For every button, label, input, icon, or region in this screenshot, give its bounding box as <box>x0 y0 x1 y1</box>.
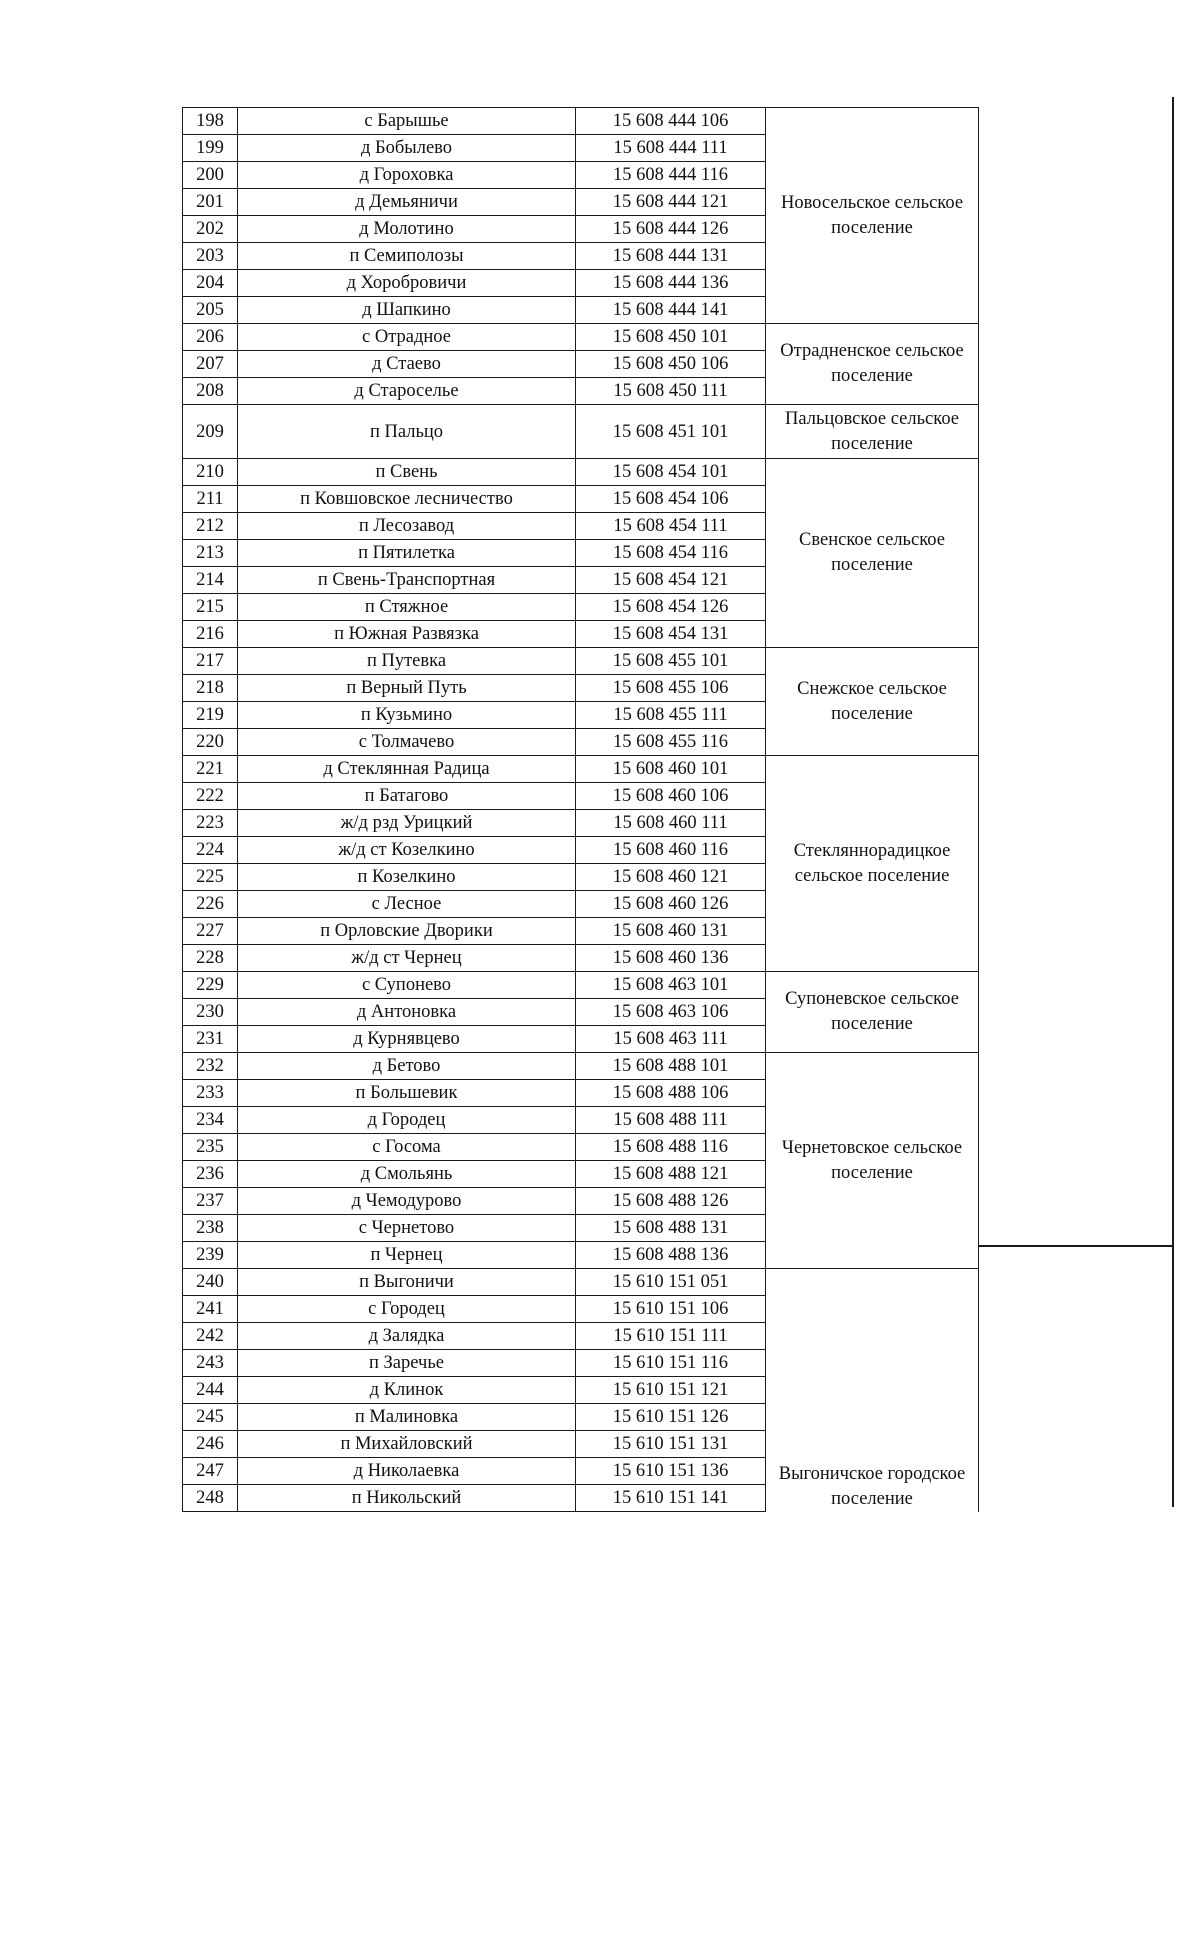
row-number: 223 <box>183 810 238 837</box>
oktmo-code: 15 608 444 131 <box>576 243 766 270</box>
settlement-name: п Большевик <box>238 1080 576 1107</box>
settlement-name: п Верный Путь <box>238 675 576 702</box>
table-row <box>183 1053 1174 1080</box>
oktmo-code: 15 608 450 101 <box>576 324 766 351</box>
oktmo-code: 15 610 151 121 <box>576 1377 766 1404</box>
settlement-name: п Лесозавод <box>238 513 576 540</box>
table-row <box>183 756 1174 783</box>
settlement-name: с Чернетово <box>238 1215 576 1242</box>
oktmo-code: 15 608 444 121 <box>576 189 766 216</box>
blank-column <box>979 648 1174 756</box>
settlement-name: п Семиполозы <box>238 243 576 270</box>
row-number: 224 <box>183 837 238 864</box>
settlement-name: п Свень-Транспортная <box>238 567 576 594</box>
settlement-name: с Супонево <box>238 972 576 999</box>
row-number: 225 <box>183 864 238 891</box>
row-number: 222 <box>183 783 238 810</box>
municipality-group: Снежское сельское поселение <box>766 648 979 756</box>
oktmo-code: 15 610 151 131 <box>576 1431 766 1458</box>
row-number: 218 <box>183 675 238 702</box>
oktmo-code: 15 608 488 126 <box>576 1188 766 1215</box>
municipality-group: Супоневское сельское поселение <box>766 972 979 1053</box>
settlement-name: д Демьяничи <box>238 189 576 216</box>
row-number: 206 <box>183 324 238 351</box>
row-number: 215 <box>183 594 238 621</box>
municipality-group: Стекляннорадицкое сельское поселение <box>766 756 979 972</box>
table-row <box>183 1269 1174 1296</box>
row-number: 213 <box>183 540 238 567</box>
row-number: 229 <box>183 972 238 999</box>
row-number: 201 <box>183 189 238 216</box>
settlements-table-body <box>183 108 1174 1512</box>
oktmo-code: 15 608 460 106 <box>576 783 766 810</box>
settlement-name: д Староселье <box>238 378 576 405</box>
oktmo-code: 15 610 151 051 <box>576 1269 766 1296</box>
row-number: 205 <box>183 297 238 324</box>
settlement-name: д Николаевка <box>238 1458 576 1485</box>
settlement-name: п Чернец <box>238 1242 576 1269</box>
municipality-group: Чернетовское сельское поселение <box>766 1053 979 1269</box>
oktmo-code: 15 608 454 126 <box>576 594 766 621</box>
oktmo-code: 15 608 488 106 <box>576 1080 766 1107</box>
settlement-name: п Южная Развязка <box>238 621 576 648</box>
oktmo-code: 15 608 444 116 <box>576 162 766 189</box>
row-number: 233 <box>183 1080 238 1107</box>
settlement-name: д Гороховка <box>238 162 576 189</box>
oktmo-code: 15 608 460 116 <box>576 837 766 864</box>
settlement-name: п Орловские Дворики <box>238 918 576 945</box>
row-number: 246 <box>183 1431 238 1458</box>
settlement-name: д Шапкино <box>238 297 576 324</box>
table-row <box>183 972 1174 999</box>
row-number: 220 <box>183 729 238 756</box>
settlement-name: ж/д ст Козелкино <box>238 837 576 864</box>
settlement-name: д Чемодурово <box>238 1188 576 1215</box>
row-number: 199 <box>183 135 238 162</box>
blank-column <box>979 1053 1174 1269</box>
table-row <box>183 648 1174 675</box>
settlements-table-wrapper <box>182 107 1174 1512</box>
oktmo-code: 15 608 488 111 <box>576 1107 766 1134</box>
oktmo-code: 15 610 151 126 <box>576 1404 766 1431</box>
settlement-name: п Пятилетка <box>238 540 576 567</box>
settlement-name: п Никольский <box>238 1485 576 1512</box>
oktmo-code: 15 608 454 131 <box>576 621 766 648</box>
row-number: 245 <box>183 1404 238 1431</box>
municipality-group: Выгоничское городское поселение <box>766 1269 979 1512</box>
oktmo-code: 15 610 151 141 <box>576 1485 766 1512</box>
oktmo-code: 15 608 450 111 <box>576 378 766 405</box>
row-number: 204 <box>183 270 238 297</box>
row-number: 208 <box>183 378 238 405</box>
settlement-name: д Залядка <box>238 1323 576 1350</box>
row-number: 242 <box>183 1323 238 1350</box>
settlements-table <box>182 107 1174 1512</box>
oktmo-code: 15 608 488 136 <box>576 1242 766 1269</box>
settlement-name: п Козелкино <box>238 864 576 891</box>
row-number: 237 <box>183 1188 238 1215</box>
row-number: 232 <box>183 1053 238 1080</box>
row-number: 241 <box>183 1296 238 1323</box>
oktmo-code: 15 608 444 106 <box>576 108 766 135</box>
oktmo-code: 15 608 460 101 <box>576 756 766 783</box>
settlement-name: п Путевка <box>238 648 576 675</box>
table-row <box>183 108 1174 135</box>
row-number: 227 <box>183 918 238 945</box>
oktmo-code: 15 608 488 131 <box>576 1215 766 1242</box>
row-number: 214 <box>183 567 238 594</box>
municipality-group: Свенское сельское поселение <box>766 459 979 648</box>
blank-column <box>979 1269 1174 1512</box>
settlement-name: д Антоновка <box>238 999 576 1026</box>
oktmo-code: 15 608 460 131 <box>576 918 766 945</box>
right-margin-line <box>1172 97 1174 1507</box>
row-number: 211 <box>183 486 238 513</box>
settlement-name: п Ковшовское лесничество <box>238 486 576 513</box>
table-row <box>183 405 1174 459</box>
settlement-name: с Толмачево <box>238 729 576 756</box>
row-number: 236 <box>183 1161 238 1188</box>
settlement-name: п Малиновка <box>238 1404 576 1431</box>
settlement-name: д Молотино <box>238 216 576 243</box>
settlement-name: п Выгоничи <box>238 1269 576 1296</box>
oktmo-code: 15 608 455 116 <box>576 729 766 756</box>
row-number: 240 <box>183 1269 238 1296</box>
settlement-name: п Пальцо <box>238 405 576 459</box>
row-number: 207 <box>183 351 238 378</box>
settlement-name: п Заречье <box>238 1350 576 1377</box>
oktmo-code: 15 608 460 111 <box>576 810 766 837</box>
blank-column <box>979 459 1174 648</box>
row-number: 226 <box>183 891 238 918</box>
oktmo-code: 15 608 488 101 <box>576 1053 766 1080</box>
settlement-name: ж/д ст Чернец <box>238 945 576 972</box>
municipality-group: Пальцовское сельское поселение <box>766 405 979 459</box>
oktmo-code: 15 608 454 121 <box>576 567 766 594</box>
row-number: 203 <box>183 243 238 270</box>
settlement-name: п Кузьмино <box>238 702 576 729</box>
row-number: 216 <box>183 621 238 648</box>
row-number: 247 <box>183 1458 238 1485</box>
oktmo-code: 15 608 460 121 <box>576 864 766 891</box>
row-number: 198 <box>183 108 238 135</box>
row-number: 243 <box>183 1350 238 1377</box>
settlement-name: д Клинок <box>238 1377 576 1404</box>
oktmo-code: 15 608 454 116 <box>576 540 766 567</box>
blank-column <box>979 972 1174 1053</box>
settlement-name: с Лесное <box>238 891 576 918</box>
row-number: 239 <box>183 1242 238 1269</box>
row-number: 231 <box>183 1026 238 1053</box>
blank-column <box>979 756 1174 972</box>
municipality-group: Отрадненское сельское поселение <box>766 324 979 405</box>
oktmo-code: 15 608 488 121 <box>576 1161 766 1188</box>
settlement-name: с Барышье <box>238 108 576 135</box>
settlement-name: с Госома <box>238 1134 576 1161</box>
blank-column <box>979 405 1174 459</box>
oktmo-code: 15 610 151 136 <box>576 1458 766 1485</box>
row-number: 238 <box>183 1215 238 1242</box>
settlement-name: п Батагово <box>238 783 576 810</box>
settlement-name: д Городец <box>238 1107 576 1134</box>
oktmo-code: 15 608 460 136 <box>576 945 766 972</box>
row-number: 234 <box>183 1107 238 1134</box>
oktmo-code: 15 608 463 101 <box>576 972 766 999</box>
row-number: 221 <box>183 756 238 783</box>
row-number: 200 <box>183 162 238 189</box>
oktmo-code: 15 610 151 106 <box>576 1296 766 1323</box>
oktmo-code: 15 608 454 111 <box>576 513 766 540</box>
row-number: 209 <box>183 405 238 459</box>
oktmo-code: 15 610 151 111 <box>576 1323 766 1350</box>
oktmo-code: 15 608 444 126 <box>576 216 766 243</box>
oktmo-code: 15 608 450 106 <box>576 351 766 378</box>
settlement-name: п Стяжное <box>238 594 576 621</box>
oktmo-code: 15 608 488 116 <box>576 1134 766 1161</box>
row-number: 248 <box>183 1485 238 1512</box>
settlement-name: с Отрадное <box>238 324 576 351</box>
settlement-name: п Свень <box>238 459 576 486</box>
row-number: 235 <box>183 1134 238 1161</box>
oktmo-code: 15 608 455 106 <box>576 675 766 702</box>
settlement-name: д Хоробровичи <box>238 270 576 297</box>
oktmo-code: 15 608 444 141 <box>576 297 766 324</box>
row-number: 230 <box>183 999 238 1026</box>
row-number: 217 <box>183 648 238 675</box>
row-number: 202 <box>183 216 238 243</box>
oktmo-code: 15 608 463 111 <box>576 1026 766 1053</box>
oktmo-code: 15 608 454 101 <box>576 459 766 486</box>
table-row <box>183 459 1174 486</box>
oktmo-code: 15 608 460 126 <box>576 891 766 918</box>
blank-column <box>979 324 1174 405</box>
settlement-name: ж/д рзд Урицкий <box>238 810 576 837</box>
row-number: 212 <box>183 513 238 540</box>
settlement-name: д Бетово <box>238 1053 576 1080</box>
settlement-name: д Стеклянная Радица <box>238 756 576 783</box>
settlement-name: д Курнявцево <box>238 1026 576 1053</box>
row-number: 219 <box>183 702 238 729</box>
row-number: 244 <box>183 1377 238 1404</box>
settlement-name: п Михайловский <box>238 1431 576 1458</box>
oktmo-code: 15 608 455 101 <box>576 648 766 675</box>
settlement-name: с Городец <box>238 1296 576 1323</box>
settlement-name: д Бобылево <box>238 135 576 162</box>
table-row <box>183 324 1174 351</box>
oktmo-code: 15 608 451 101 <box>576 405 766 459</box>
oktmo-code: 15 608 444 136 <box>576 270 766 297</box>
settlement-name: д Смольянь <box>238 1161 576 1188</box>
settlement-name: д Стаево <box>238 351 576 378</box>
oktmo-code: 15 608 455 111 <box>576 702 766 729</box>
oktmo-code: 15 608 454 106 <box>576 486 766 513</box>
row-number: 228 <box>183 945 238 972</box>
oktmo-code: 15 608 463 106 <box>576 999 766 1026</box>
oktmo-code: 15 608 444 111 <box>576 135 766 162</box>
oktmo-code: 15 610 151 116 <box>576 1350 766 1377</box>
section-divider-line <box>978 1245 1172 1247</box>
municipality-group: Новосельское сельское поселение <box>766 108 979 324</box>
row-number: 210 <box>183 459 238 486</box>
blank-column <box>979 108 1174 324</box>
